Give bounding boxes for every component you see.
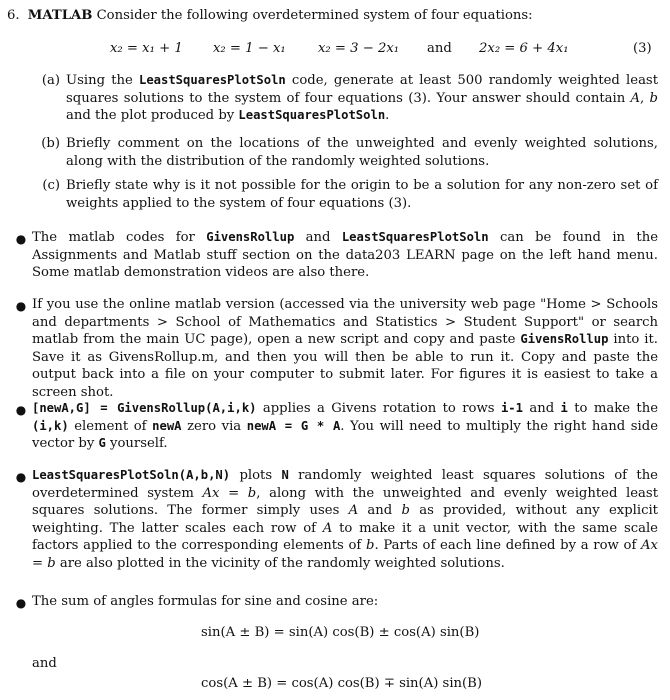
code-run: LeastSquaresPlotSoln(A,b,N) — [32, 468, 231, 482]
text-run: The matlab codes for — [32, 230, 207, 245]
text-run: zero via — [181, 418, 247, 434]
bullet-dot-1: ● — [15, 232, 27, 246]
bullet-4-text — [32, 467, 658, 572]
problem-number: 6. — [7, 8, 20, 23]
equation-3: x₂ = 3 − 2x₁ — [318, 41, 400, 56]
code-run: newA = G * A — [246, 418, 341, 433]
code-run: i-1 — [500, 401, 523, 415]
text-run: are also plotted in the vicinity of the randomly weighted solutions. — [55, 555, 505, 571]
code-run: GivensRollup — [520, 332, 609, 346]
bullet-3-text — [32, 400, 658, 453]
math-run: b — [649, 90, 658, 106]
bullet-dot-3: ● — [15, 403, 27, 417]
text-run: Using the — [66, 73, 139, 88]
formula-sin: sin(A ± B) = sin(A) cos(B) ± cos(A) sin(B) — [201, 625, 480, 640]
code-run: GivensRollup — [206, 230, 295, 244]
text-run: to make the — [567, 401, 658, 416]
text-run: can be found in the Assignments and Matlab stuff section on the data203 LEARN page on the left hand menu. Some matlab demonstration videos are also there. — [32, 230, 658, 280]
text-run: , — [640, 90, 650, 106]
bullet-5-text — [32, 593, 658, 611]
formula-cos: cos(A ± B) = cos(A) cos(B) ∓ sin(A) sin(B) — [201, 676, 483, 691]
bullet-dot-4: ● — [15, 470, 27, 484]
text-run: applies a Givens rotation to rows — [256, 401, 501, 416]
text-run: yourself. — [105, 436, 168, 451]
code-run: LeastSquaresPlotSoln — [139, 73, 286, 87]
math-run: b — [401, 503, 410, 518]
text-run: code, generate at least 500 randomly weighted least squares solutions to the system of four equations (3). Your answer should contain — [66, 73, 659, 106]
part-c-text — [66, 177, 658, 212]
text-run: and the plot produced by — [66, 108, 239, 123]
text-run: The sum of angles formulas for sine and cosine are: — [32, 594, 379, 609]
text-run: . You will need to multiply the right hand side vector by — [32, 418, 658, 451]
part-b-label: (b) — [41, 136, 60, 151]
text-run: . — [385, 108, 390, 123]
problem-intro: Consider the following overdetermined system of four equations: — [96, 8, 533, 23]
bullet-dot-5: ● — [15, 596, 27, 610]
equation-2: x₂ = 1 − x₁ — [213, 41, 286, 56]
text-run: Briefly comment on the locations of the unweighted and evenly weighted solutions, along with the distribution of the randomly weighted solutions. — [66, 136, 658, 169]
text-run: element of — [68, 418, 153, 434]
text-run: Briefly state why is it not possible for the origin to be a solution for any non-zero set of weights applied to the system of four equations (3). — [66, 178, 658, 211]
math-run: b — [366, 538, 375, 553]
text-run: to make it a unit vector, with the same scale factors applied to the corresponding elements of — [32, 520, 658, 553]
text-run: If you use the online matlab version (accessed via the university web page "Home > Schools and departments > School of Mathematics and Statistics > Student Support" or search matlab from the main UC page), open a new script and copy and paste — [32, 297, 658, 347]
code-run: G — [98, 436, 106, 450]
code-run: LeastSquaresPlotSoln — [341, 230, 489, 244]
part-b-text — [66, 135, 658, 170]
problem-header — [7, 7, 533, 25]
formula-and: and — [32, 656, 57, 671]
bullet-2-text — [32, 296, 658, 401]
code-run: (i,k) — [32, 418, 69, 433]
text-run: randomly weighted least squares solutions of the overdetermined system — [32, 468, 658, 501]
bullet-1-text — [32, 229, 658, 282]
equation-tag: (3) — [633, 41, 652, 56]
text-run: , along with the unweighted and evenly weighted least squares solutions. The former simply uses — [32, 485, 658, 518]
text-run: into it. Save it as GivensRollup.m, and then you will then be able to run it. Copy and paste the output back into a file on your computer to submit later. For figures it is easiest to take a screen shot. — [32, 332, 658, 400]
text-run: and — [358, 503, 402, 518]
code-run: i — [560, 401, 568, 415]
problem-keyword: MATLAB — [27, 8, 93, 23]
text-run: plots — [230, 468, 282, 483]
math-run: Ax = b — [202, 485, 257, 501]
text-run: as provided, without any explicit weighting. The latter scales each row of — [32, 503, 658, 536]
text-run: . Parts of each line defined by a row of — [374, 538, 642, 553]
part-a-label: (a) — [41, 73, 60, 88]
part-a-text — [66, 72, 658, 125]
bullet-dot-2: ● — [15, 299, 27, 313]
text-run: and — [522, 401, 561, 416]
equation-and: and — [427, 41, 452, 56]
code-run: N — [281, 468, 289, 482]
equation-4: 2x₂ = 6 + 4x₁ — [479, 41, 569, 56]
code-run: newA — [152, 418, 182, 433]
math-run: A — [630, 90, 641, 106]
math-run: A — [348, 503, 359, 518]
code-run: LeastSquaresPlotSoln — [238, 108, 386, 122]
math-run: A — [322, 520, 333, 536]
code-run: [newA,G] = GivensRollup(A,i,k) — [32, 401, 257, 415]
text-run: and — [294, 230, 342, 245]
part-c-label: (c) — [42, 178, 60, 193]
equation-1: x₂ = x₁ + 1 — [110, 41, 183, 56]
math-run: Ax = b — [32, 538, 658, 571]
